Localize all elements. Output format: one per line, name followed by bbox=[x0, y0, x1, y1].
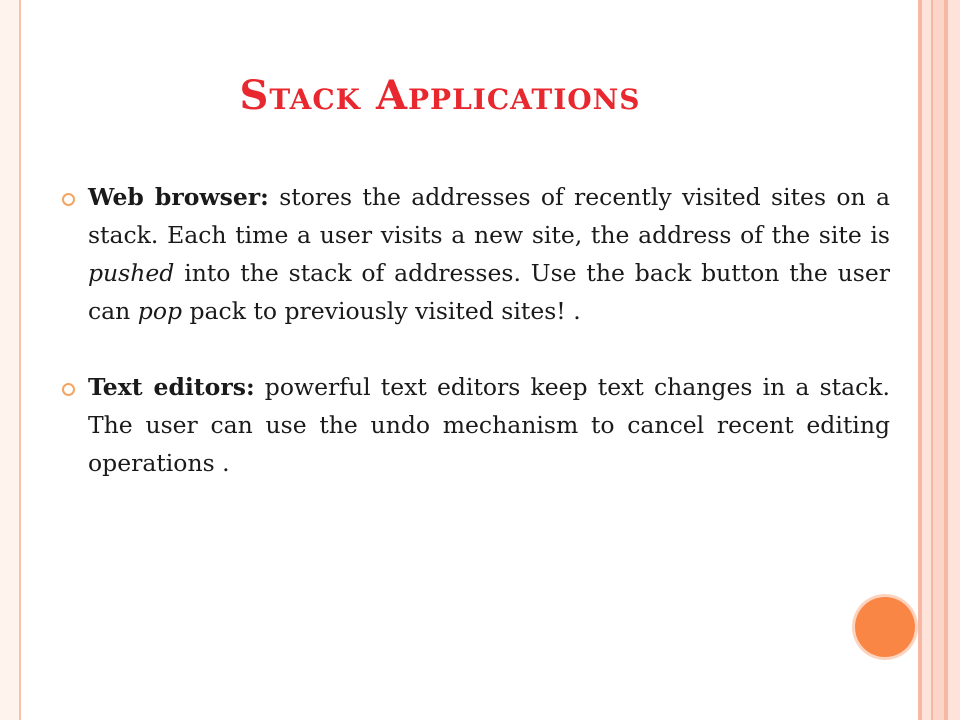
slide-title: Stack Applications bbox=[239, 72, 641, 119]
hollow-circle-bullet-icon bbox=[62, 193, 75, 206]
right-frame-stripes bbox=[918, 0, 960, 720]
bullet-text: stores the addresses of recently visited sites on a stack. Each time a user visits a new site, the address of the site is bbox=[88, 183, 890, 249]
bullet-text: into the stack of addresses. Use the back button the user can bbox=[88, 259, 890, 325]
bullet-text: powerful text editors keep text changes in a stack. The user can use the undo mechanism to cancel recent editing operations . bbox=[88, 373, 890, 477]
bullet-emphasis: pop bbox=[137, 297, 183, 325]
bullet-text-editors bbox=[62, 368, 890, 482]
bullet-list bbox=[62, 178, 890, 482]
bullet-text: pack to previously visited sites! . bbox=[182, 297, 581, 325]
hollow-circle-bullet-icon bbox=[62, 383, 75, 396]
bullet-web-browser bbox=[62, 178, 890, 330]
bullet-emphasis: pushed bbox=[88, 259, 175, 287]
orange-circle-decoration bbox=[855, 597, 915, 657]
bullet-term: Web browser: bbox=[88, 183, 269, 211]
bullet-term: Text editors: bbox=[88, 373, 255, 401]
